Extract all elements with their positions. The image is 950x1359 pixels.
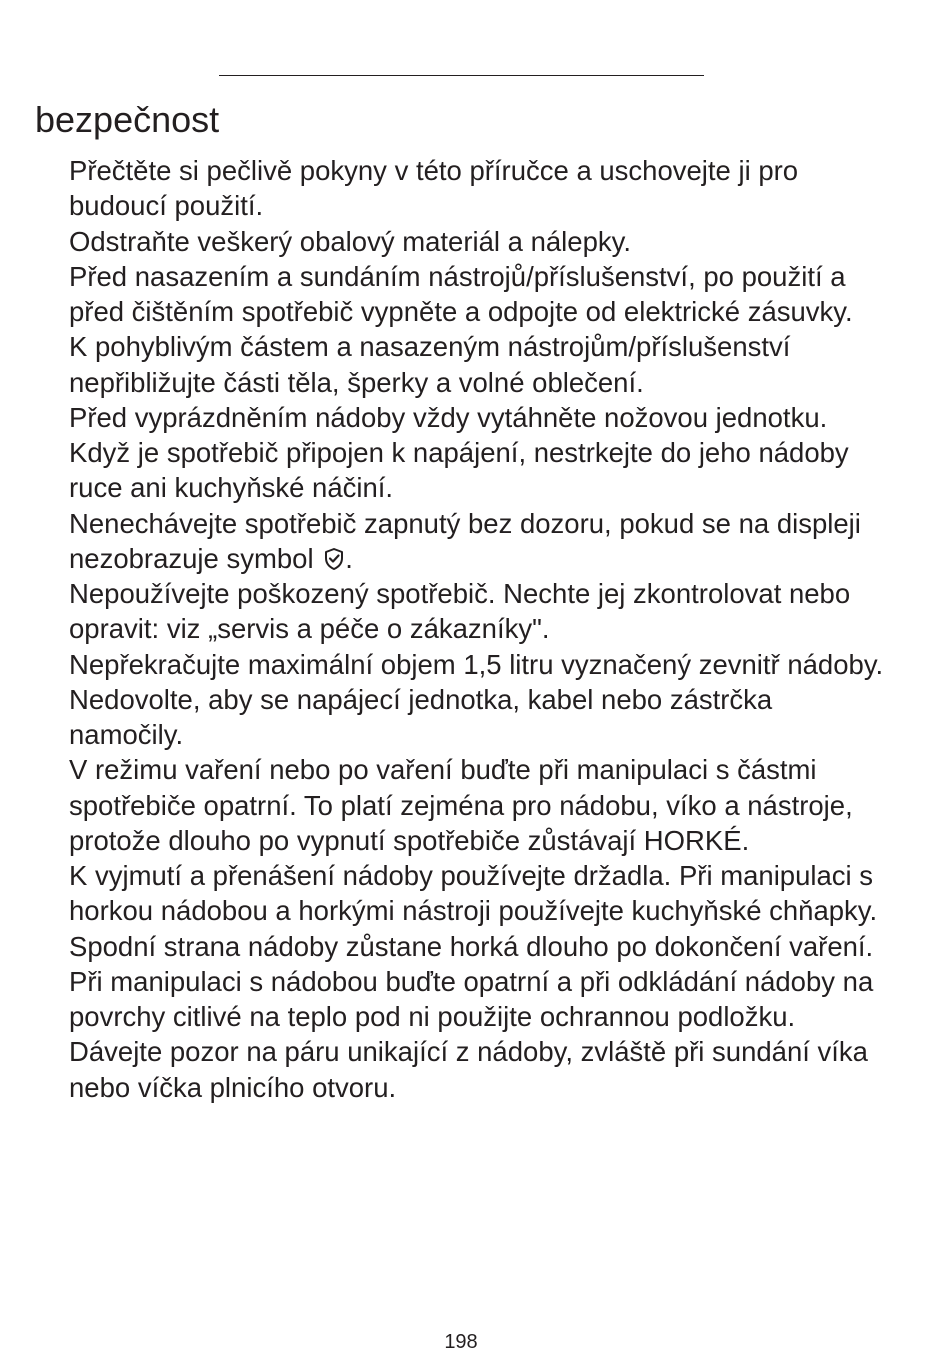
safety-item: V režimu vaření nebo po vaření buďte při manipulaci s částmi spotřebiče opatrní. To platí zejména pro nádobu, víko a nástroje, protože dlouho po vypnutí spotřebiče zůstávají HORKÉ. (69, 754, 853, 856)
safety-item: K pohyblivým částem a nasazeným nástrojům/příslušenství nepřibližujte části těla, šperky a volné oblečení. (69, 331, 791, 398)
safety-item-with-symbol (69, 506, 889, 577)
safety-item: Odstraňte veškerý obalový materiál a nálepky. (69, 225, 631, 257)
shield-check-icon (323, 547, 345, 571)
safety-item: Před nasazením a sundáním nástrojů/příslušenství, po použití a před čištěním spotřebič vypněte a odpojte od elektrické zásuvky. (69, 260, 853, 327)
safety-item: Před vyprázdněním nádoby vždy vytáhněte nožovou jednotku. (69, 401, 828, 433)
safety-item: Přečtěte si pečlivě pokyny v této příručce a uschovejte ji pro budoucí použití. (69, 155, 799, 222)
safety-item: K vyjmutí a přenášení nádoby používejte držadla. Při manipulaci s horkou nádobou a horkými nástroji používejte kuchyňské chňapky. (69, 860, 878, 927)
safety-item: Nepoužívejte poškozený spotřebič. Nechte jej zkontrolovat nebo opravit: viz „servis a péče o zákazníky". (69, 578, 851, 645)
safety-item: Spodní strana nádoby zůstane horká dlouho po dokončení vaření. Při manipulaci s nádobou buďte opatrní a při odkládání nádoby na povrchy citlivé na teplo pod ni použijte ochrannou podložku. (69, 930, 874, 1032)
page-number: 198 (444, 1331, 478, 1353)
safety-item: Nepřekračujte maximální objem 1,5 litru vyznačený zevnitř nádoby. (69, 648, 884, 680)
top-divider (219, 75, 704, 76)
section-heading: bezpečnost (35, 99, 220, 140)
safety-item-suffix: . (345, 542, 353, 574)
safety-item: Nedovolte, aby se napájecí jednotka, kabel nebo zástrčka namočily. (69, 683, 773, 750)
safety-item-text: Nenechávejte spotřebič zapnutý bez dozoru, pokud se na displeji nezobrazuje symbol (69, 507, 861, 574)
safety-item: Když je spotřebič připojen k napájení, nestrkejte do jeho nádoby ruce ani kuchyňské náčiní. (69, 437, 849, 504)
safety-item: Dávejte pozor na páru unikající z nádoby, zvláště při sundání víka nebo víčka plnicího otvoru. (69, 1036, 868, 1103)
safety-instructions-list (69, 153, 889, 1105)
